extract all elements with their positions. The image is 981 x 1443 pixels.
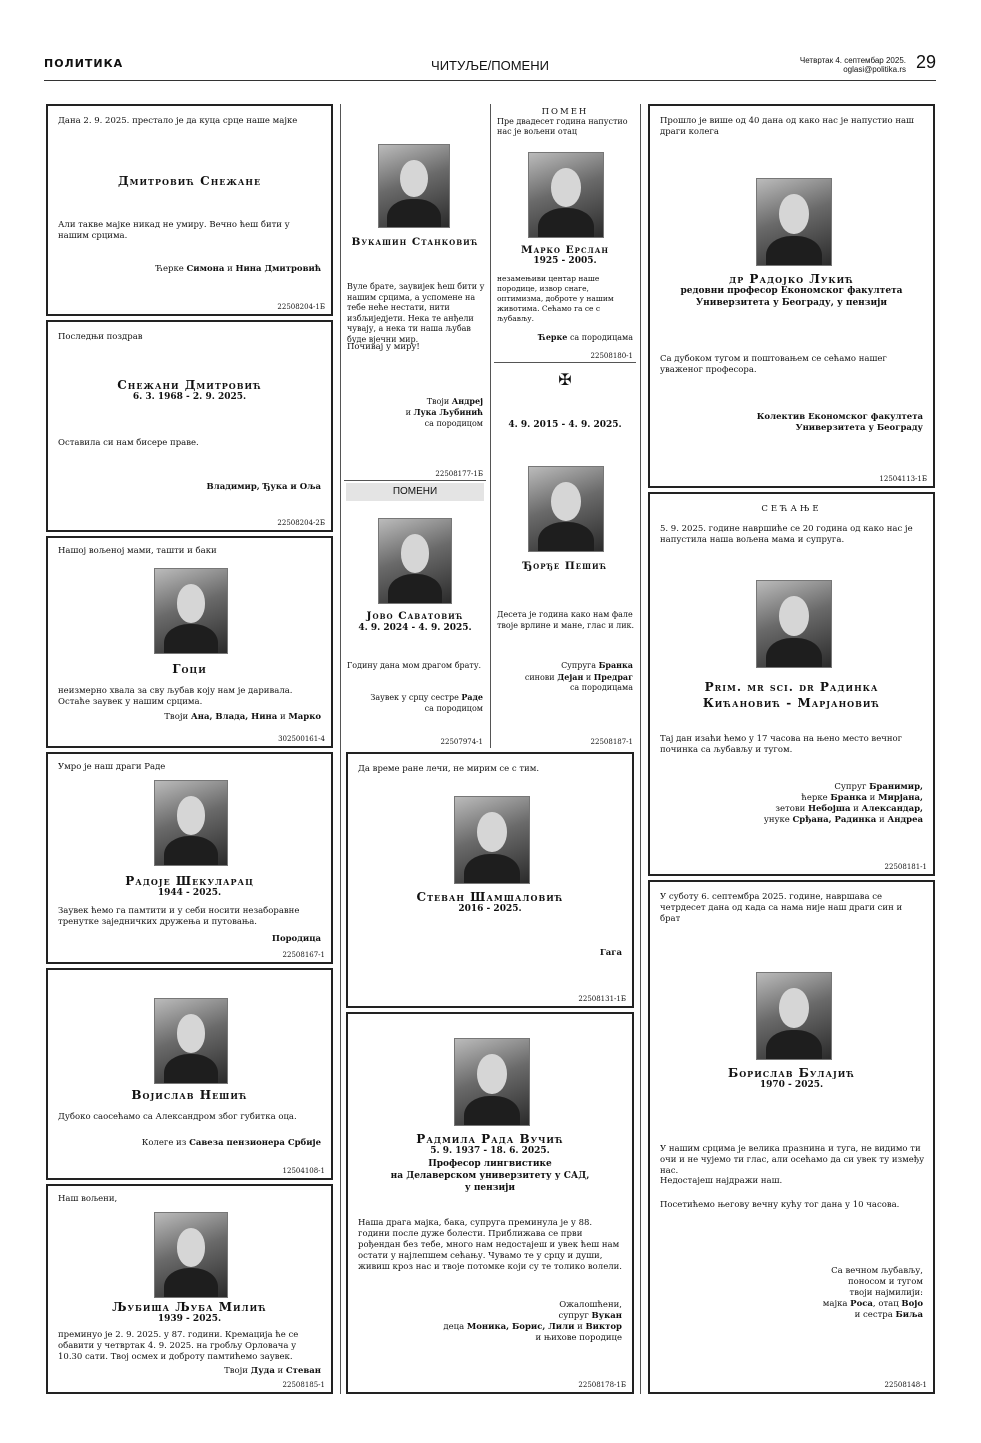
ad-code: 22508178-1Б: [578, 1381, 626, 1389]
divider: [344, 480, 486, 481]
life-dates: 1970 - 2025.: [759, 1080, 824, 1090]
obituary-text-2: Недостајеш најдражи наш.: [660, 1176, 783, 1186]
obituary-intro: Дана 2. 9. 2025. престало је да куца срце наше мајке: [58, 116, 298, 126]
portrait-photo: [154, 568, 228, 654]
portrait-photo: [154, 1212, 228, 1298]
obituary-vojislav-nesic: [46, 968, 333, 1180]
obituary-intro: Да време ране лечи, не мирим се с тим.: [358, 764, 540, 774]
deceased-name-line-1: Prim. mr sci. dr Радинка: [704, 680, 879, 694]
ad-code: 12504113-1Б: [879, 475, 927, 483]
ad-code: 22508180-1: [590, 352, 633, 360]
signature: Владимир, Ђука и Оља: [206, 482, 321, 492]
signature: Ожалошћени, супруг Вукан деца Моника, Борис, Лили и Виктор и њихове породице: [443, 1300, 622, 1343]
ad-code: 22508148-1: [884, 1381, 927, 1389]
section-label: ПОМЕН: [541, 107, 589, 117]
obituary-text: У нашим срцима је велика празнина и туга, не видимо ти очи и не чујемо ти глас, али осећамо да си увек ту између нас.: [660, 1144, 925, 1176]
obituary-intro: Пре двадесет година напустио нас је вољени отац: [497, 117, 628, 136]
ad-code: 22508204-1Б: [277, 303, 325, 311]
deceased-name: Радоје Шекуларац: [125, 874, 254, 888]
obituary-text: Десета је година како нам фале твоје врлине и мане, глас и лик.: [497, 610, 635, 630]
memorial-djordje-pesic: [494, 364, 636, 748]
portrait-photo: [756, 972, 832, 1060]
obituary-text: Дубоко саосећамо са Александром због губитка оца.: [58, 1112, 297, 1122]
life-dates: 2016 - 2025.: [458, 904, 522, 914]
page-header: [44, 50, 936, 81]
obituary-text-3: Посетићемо његову вечну кућу тог дана у 10 часова.: [660, 1200, 900, 1210]
signature: Твоји Дуда и Стеван: [224, 1366, 321, 1376]
obituary-borislav-bulajic: [648, 880, 935, 1394]
title-line-2: Универзитета у Београду, у пензији: [695, 298, 888, 308]
newspaper-logo: ПОЛИТИКА: [44, 57, 124, 70]
portrait-photo: [756, 178, 832, 266]
obituary-text: Али такве мајке никад не умиру. Вечно ћеш бити у нашим срцима.: [58, 220, 290, 241]
deceased-name: Вукашин Станковић: [351, 236, 479, 248]
signature: Ћерке са породицама: [538, 332, 633, 342]
deceased-name: Снежани Дмитровић: [117, 378, 262, 392]
signature: Твоји Ана, Влада, Нина и Марко: [164, 712, 321, 722]
life-dates: 1944 - 2025.: [157, 888, 222, 898]
ad-code: 22508177-1Б: [435, 470, 483, 478]
title-line-1: Професор лингвистике: [428, 1159, 552, 1169]
obituary-text: преминуо је 2. 9. 2025. у 87. години. Кремација ће се обавити у четвртак 4. 9. 2025. на гробљу Орловача у 10.30 сати. Твој осмех и доброту памтићемо заувек.: [58, 1330, 299, 1362]
obituary-ljubisa-milic: [46, 1184, 333, 1394]
obituary-snezana-dmitrovic: [46, 320, 333, 532]
life-dates: 6. 3. 1968 - 2. 9. 2025.: [132, 392, 247, 402]
ad-code: 22508204-2Б: [277, 519, 325, 527]
ad-code: 22508167-1: [282, 951, 325, 959]
title-line-3: у пензији: [464, 1183, 516, 1193]
deceased-name: Стеван Шамшаловић: [416, 890, 564, 904]
obituary-text: Тај дан изаћи ћемо у 17 часова на њено место вечног починка са љубављу и тугом.: [660, 734, 903, 755]
signature: Ћерке Симона и Нина Дмитровић: [155, 264, 321, 274]
obituary-text: неизмерно хвала за сву љубав коју нам је даривала. Остаће заувек у нашим срцима.: [58, 686, 293, 707]
ad-code: 22507974-1: [440, 738, 483, 746]
title-line-1: редовни професор Економског факултета: [680, 286, 903, 296]
portrait-photo: [154, 998, 228, 1084]
obituary-text: Годину дана мом драгом брату.: [347, 661, 482, 670]
life-dates: 5. 9. 1937 - 18. 6. 2025.: [430, 1146, 550, 1156]
ad-code: 22508181-1: [884, 863, 927, 871]
ad-code: 22508185-1: [282, 1381, 325, 1389]
signature: Породица: [271, 934, 321, 944]
memorial-dates: 4. 9. 2024 - 4. 9. 2025.: [358, 623, 472, 633]
deceased-name: Радмила Рада Вучић: [416, 1132, 564, 1146]
signature: Колектив Економског факултета Универзитета у Београду: [756, 412, 923, 433]
obituary-intro: Умро је наш драги Раде: [58, 762, 166, 772]
obituary-text: Вуле брате, заувијек ћеш бити у нашим срцима, а успомене на тебе неће нестати, нити избљиједјети. Нека те анђели чувају, а нека ти наша љубав буде вјечни мир.: [347, 282, 485, 344]
obituary-intro: Наш вољени,: [58, 1194, 118, 1204]
memorial-jovo-savatovic: [344, 504, 486, 748]
deceased-name: Дмитровић Снежане: [117, 174, 262, 188]
deceased-name: Љубиша Љуба Милић: [112, 1300, 267, 1314]
ad-code: 22508187-1: [590, 738, 633, 746]
obituary-text: Наша драга мајка, бака, супруга преминула је у 88. години после дуже болести. Приближава се први рођендан без тебе, много нам недостајеш и увек ћеш нам остати у најлепшем сећању. Чувамо те у срцу и души, живиш кроз нас и твоје потомке који су те толико волели.: [358, 1218, 622, 1272]
signature: Твоји Андреј и Лука Љубинић са породицом: [405, 396, 483, 428]
portrait-photo: [454, 796, 530, 884]
ad-code: 302500161-4: [278, 735, 325, 743]
signature: Заувек у срцу сестре Раде са породицом: [370, 692, 483, 713]
section-label: СЕЋАЊЕ: [761, 504, 822, 514]
signature: Супруга Бранка синови Дејан и Предраг са породицама: [524, 660, 633, 692]
title-line-2: на Делаверском универзитету у САД,: [390, 1171, 590, 1181]
portrait-photo: [528, 466, 604, 552]
portrait-photo: [528, 152, 604, 238]
ad-code: 22508131-1Б: [578, 995, 626, 1003]
portrait-photo: [378, 144, 450, 228]
column-divider: [340, 104, 341, 1394]
issue-info: [800, 56, 906, 74]
obituary-text: незамењиви центар наше породице, извор снаге, оптимизма, доброте у нашим животима. Сећамо га се с љубављу.: [497, 274, 614, 323]
obituary-text: Оставила си нам бисере праве.: [58, 438, 199, 448]
obituary-radmila-vucic: [346, 1012, 634, 1394]
signature: Гага: [599, 948, 622, 958]
obituary-intro: Нашој вољеној мами, ташти и баки: [58, 546, 217, 556]
remembrance-radinka-kicanovic: [648, 492, 935, 876]
obituary-intro: Последњи поздрав: [58, 332, 143, 342]
obituary-text: Са дубоком тугом и поштовањем се сећамо нашег уваженог професора.: [660, 354, 887, 375]
obituary-goca: [46, 536, 333, 748]
portrait-photo: [378, 518, 452, 604]
obituary-dmitrovic-snezana: [46, 104, 333, 316]
obituary-stevan-samsalovic: [346, 752, 634, 1008]
deceased-name-line-2: Кићановић - Марјановић: [702, 696, 881, 710]
ad-code: 12504108-1: [282, 1167, 325, 1175]
portrait-photo: [454, 1038, 530, 1126]
signature: Колеге из Савеза пензионера Србије: [141, 1138, 321, 1148]
life-dates: 1925 - 2005.: [533, 256, 597, 266]
deceased-name: Марко Ерслан: [520, 244, 610, 256]
obituary-text-2: Почивај у миру!: [347, 342, 420, 352]
contact-email[interactable]: oglasi@politika.rs: [843, 65, 906, 74]
memorial-marko-erslan: [494, 104, 636, 360]
section-label: ПОМЕНИ: [346, 483, 484, 501]
obituary-intro: Прошло је више од 40 дана од како нас је напустио наш драги колега: [660, 116, 914, 137]
deceased-name: Војислав Нешић: [131, 1088, 248, 1102]
deceased-name: Гоци: [172, 662, 207, 676]
page-number: 29: [915, 52, 936, 72]
deceased-name: Борислав Булајић: [727, 1066, 856, 1080]
obituary-radoje-sekularac: [46, 752, 333, 964]
life-dates: 1939 - 2025.: [157, 1314, 222, 1324]
obituary-intro: У суботу 6. септембра 2025. године, навршава се четрдесет дана од када са нама није наш драги син и брат: [660, 892, 903, 924]
column-divider: [640, 104, 641, 1394]
cross-icon: ✠: [558, 370, 572, 389]
obituary-radojko-lukic: [648, 104, 935, 488]
signature: Супруг Бранимир, ћерке Бранка и Мирјана, зетови Небојша и Александар, унуке Срђана, Радинка и Андреа: [763, 782, 923, 825]
obituary-intro: 5. 9. 2025. године навршиће се 20 година од како нас је напустила наша вољена мама и супруга.: [660, 524, 913, 545]
deceased-name: др Радојко Лукић: [729, 272, 854, 286]
deceased-name: Ђорђе Пешић: [522, 560, 608, 572]
obituary-vukasin-stankovic: [344, 104, 486, 480]
signature: Са вечном љубављу, поносом и тугом твоји најмилији: мајка Роса, отац Војо и сестра Биља: [822, 1266, 923, 1320]
column-divider: [490, 104, 491, 748]
issue-date: Четвртак 4. септембар 2025.: [799, 56, 906, 65]
deceased-name: Јово Саватовић: [366, 610, 464, 622]
obituary-text: Заувек ћемо га памтити и у себи носити незаборавне тренутке заједничких дружења и путовања.: [58, 906, 300, 927]
portrait-photo: [154, 780, 228, 866]
memorial-dates: 4. 9. 2015 - 4. 9. 2025.: [508, 420, 622, 430]
section-title: ЧИТУЉЕ/ПОМЕНИ: [431, 58, 549, 73]
portrait-photo: [756, 580, 832, 668]
divider: [494, 362, 636, 363]
